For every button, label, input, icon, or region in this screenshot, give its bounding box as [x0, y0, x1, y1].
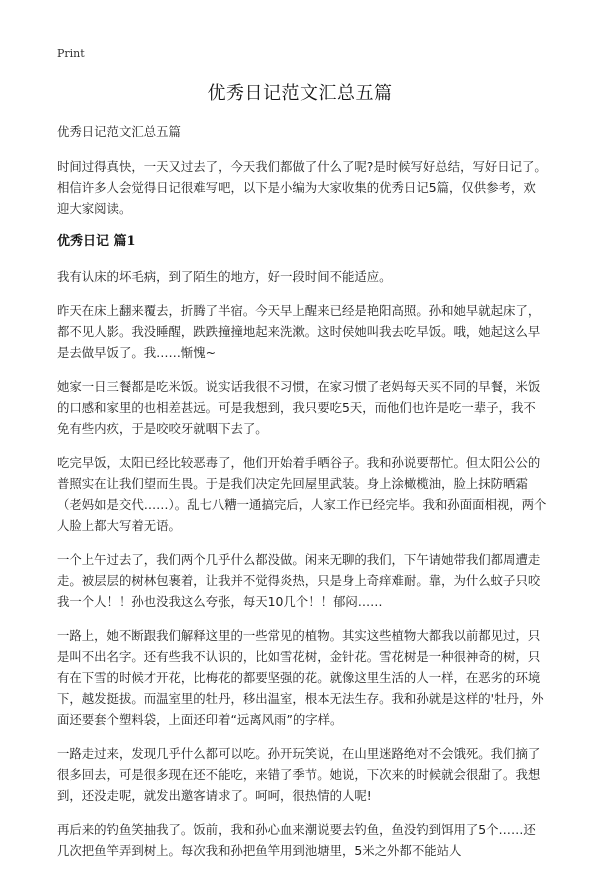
print-link[interactable]: Print [57, 47, 85, 60]
body-paragraph-1: 我有认床的坏毛病，到了陌生的地方，好一段时间不能适应。 [57, 269, 392, 284]
body-paragraph-3: 她家一日三餐都是吃米饭。说实话我很不习惯，在家习惯了老妈每天买不同的早餐，米饭的口感和家里的也相差甚远。可是我想到，我只要吃5天，而他们也许是吃一辈子，我不免有些内疚，于是咬咬牙就咽下去了。 [57, 379, 541, 436]
body-paragraph-4: 吃完早饭，太阳已经比较恶毒了，他们开始着手晒谷子。我和孙说要帮忙。但太阳公公的普照实在让我们望而生畏。于是我们决定先回屋里武装。身上涂橄榄油，脸上抹防晒霜（老妈如是交代……）。乱七八糟一通搞完后，人家工作已经完毕。我和孙面面相视，两个人脸上都大写着无语。 [57, 455, 547, 533]
document-subtitle: 优秀日记范文汇总五篇 [57, 124, 181, 139]
document-title: 优秀日记范文汇总五篇 [207, 83, 393, 104]
body-paragraph-2: 昨天在床上翻来覆去，折腾了半宿。今天早上醒来已经是艳阳高照。孙和她早就起床了，都不见人影。我没睡醒，跌跌撞撞地起来洗漱。这时侯她叫我去吃早饭。哦，她起这么早是去做早饭了。我……惭愧~ [57, 303, 541, 360]
body-paragraph-6: 一路上，她不断跟我们解释这里的一些常见的植物。其实这些植物大都我以前都见过，只是叫不出名字。还有些我不认识的，比如雪花树，金针花。雪花树是一种很神奇的树，只有在下雪的时候才开花，比梅花的都要坚强的花。就像这里生活的人一样，在恶劣的环境下，越发挺拔。而温室里的牡丹，移出温室，根本无法生存。我和孙就是这样的'牡丹，外面还要套个塑料袋，上面还印着“远离风雨”的字样。 [57, 628, 544, 727]
section-heading: 优秀日记 篇1 [57, 234, 136, 249]
document-body [57, 121, 547, 874]
body-paragraph-7: 一路走过来，发现几乎什么都可以吃。孙开玩笑说，在山里迷路绝对不会饿死。我们摘了很多回去，可是很多现在还不能吃，来错了季节。她说，下次来的时候就会很甜了。我想到，还没走呢，就发出邀客请求了。呵呵，很热情的人呢! [57, 746, 541, 803]
intro-paragraph: 时间过得真快，一天又过去了，今天我们都做了什么了呢?是时候写好总结，写好日记了。相信许多人会觉得日记很难写吧，以下是小编为大家收集的优秀日记5篇，仅供参考，欢迎大家阅读。 [57, 159, 547, 216]
body-paragraph-5: 一个上午过去了，我们两个几乎什么都没做。闲来无聊的我们，下午请她带我们都周遭走走。被层层的树林包裹着，让我并不觉得炎热，只是身上奇痒难耐。靠，为什么蚊子只咬我一个人！！孙也没我这么夸张，每天10几个！！郁闷…… [57, 552, 541, 609]
body-paragraph-8: 再后来的钓鱼笑抽我了。饭前，我和孙心血来潮说要去钓鱼，鱼没钓到饵用了5个……还几次把鱼竿弄到树上。每次我和孙把鱼竿用到池塘里，5米之外都不能站人 [57, 822, 536, 858]
